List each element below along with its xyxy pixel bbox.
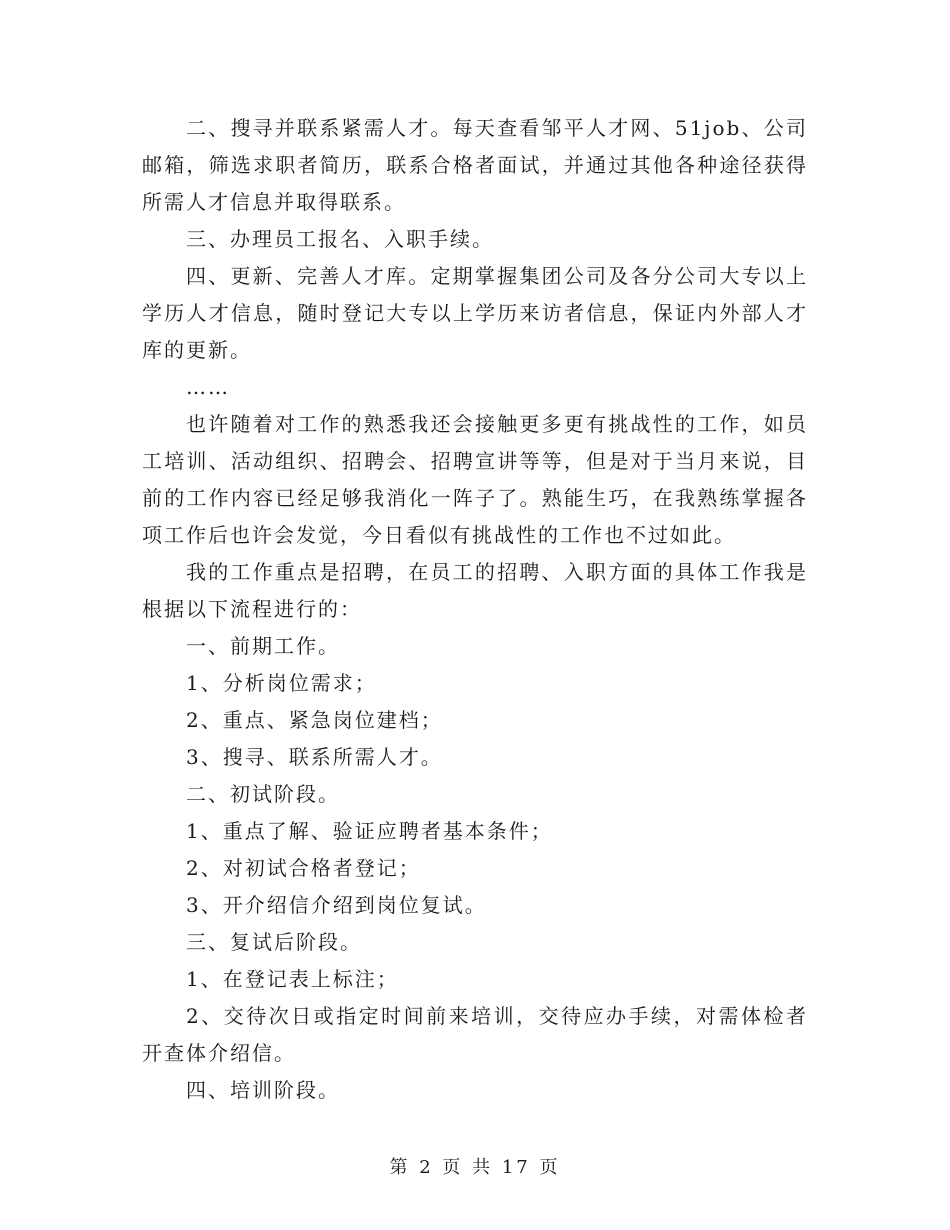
list-item: 2、交待次日或指定时间前来培训，交待应办手续，对需体检者开查体介绍信。 xyxy=(142,1004,808,1065)
list-item: 1、在登记表上标注； xyxy=(186,967,399,991)
paragraph-recruit-search: 二、搜寻并联系紧需人才。每天查看邹平人才网、51job、公司邮箱，筛选求职者简历，联系合格者面试，并通过其他各种途径获得所需人才信息并取得联系。 xyxy=(142,116,808,214)
heading-training: 四、培训阶段。 xyxy=(186,1078,340,1102)
heading-post-reinterview: 三、复试后阶段。 xyxy=(186,930,362,954)
list-item: 2、对初试合格者登记； xyxy=(186,856,421,880)
page-number-footer: 第 2 页 共 17 页 xyxy=(389,1157,561,1178)
heading-preliminary: 一、前期工作。 xyxy=(186,634,340,658)
list-item: 1、分析岗位需求； xyxy=(186,671,377,695)
paragraph-talent-pool: 四、更新、完善人才库。定期掌握集团公司及各分公司大专以上学历人才信息，随时登记大专以上学历来访者信息，保证内外部人才库的更新。 xyxy=(142,264,808,362)
list-item: 3、开介绍信介绍到岗位复试。 xyxy=(186,893,487,917)
list-item: 1、重点了解、验证应聘者基本条件； xyxy=(186,819,553,843)
document-body xyxy=(142,110,808,1109)
heading-first-interview: 二、初试阶段。 xyxy=(186,782,340,806)
paragraph-future-work: 也许随着对工作的熟悉我还会接触更多更有挑战性的工作，如员工培训、活动组织、招聘会、招聘宣讲等等，但是对于当月来说，目前的工作内容已经足够我消化一阵子了。熟能生巧，在我熟练掌握各项工作后也许会发觉，今日看似有挑战性的工作也不过如此。 xyxy=(142,412,808,547)
paragraph-ellipsis: …… xyxy=(186,375,230,399)
paragraph-work-focus: 我的工作重点是招聘，在员工的招聘、入职方面的具体工作我是根据以下流程进行的： xyxy=(142,560,808,621)
list-item: 3、搜寻、联系所需人才。 xyxy=(186,745,443,769)
list-item: 2、重点、紧急岗位建档； xyxy=(186,708,443,732)
paragraph-registration: 三、办理员工报名、入职手续。 xyxy=(186,227,494,251)
